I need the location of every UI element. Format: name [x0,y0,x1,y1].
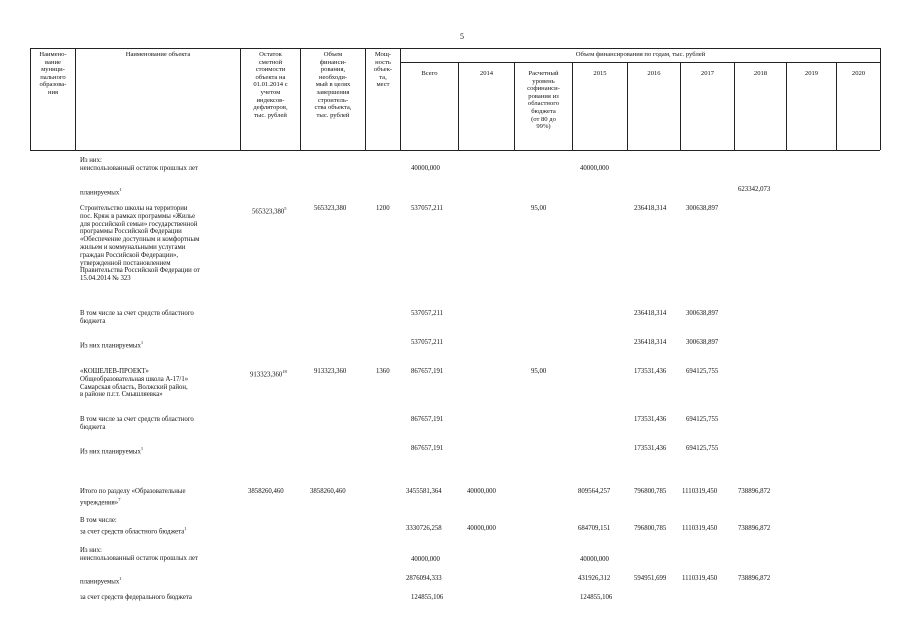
cell-2017: 1110319,450 [682,488,718,495]
cell-2017: 694125,755 [686,445,719,452]
cell-total: 124855,106 [411,594,444,601]
page-number: 5 [460,32,464,41]
header-volume: Объем финанси- рования, необходи- мый в целях завершения строитель- ства объекта, тыс. рублей [314,51,352,119]
cell-2015: 40000,000 [580,556,609,563]
cell-2018: 738896,872 [738,525,771,532]
row-name: В том числе за счет средств областного бюджета [80,310,194,325]
cell-total: 537057,211 [411,310,444,317]
cell-remainder: 565323,380$^5$ [252,206,287,216]
cell-remainder: 913323,360$^{18}$ [250,369,287,379]
cell-2017: 300638,897 [686,339,719,346]
row-name: Итого по разделу «Образовательные учреждения»$^7$ [80,488,186,507]
cell-2016: 173531,436 [634,416,667,423]
cell-total: 537057,211 [411,205,444,212]
cell-2018: 738896,872 [738,575,771,582]
cell-total: 867657,191 [411,368,444,375]
cell-2017: 694125,755 [686,416,719,423]
header-rate: Расчетный уровень софинанси- рования из областного бюджета (от 80 до 99%) [527,70,560,131]
cell-total: 2876094,333 [406,575,442,582]
row-name: Из них: неиспользованный остаток прошлых лет [80,157,198,172]
cell-rate: 95,00 [531,205,547,212]
cell-2016: 236418,314 [634,339,667,346]
header-2015: 2015 [593,70,607,77]
cell-total: 3455581,364 [406,488,442,495]
cell-capacity: 1360 [376,368,390,375]
row-name: Из них планируемых$^1$ [80,340,144,350]
header-municipality: Наимено- вание муници- пального образова- ния [39,51,67,96]
header-capacity: Мощ- ность объек- та, мест [373,51,393,89]
cell-2015: 40000,000 [580,165,609,172]
cell-total: 3330726,258 [406,525,442,532]
row-name: В том числе за счет средств областного бюджета [80,416,194,431]
cell-2018: 623342,073 [738,186,771,193]
cell-2016: 173531,436 [634,445,667,452]
cell-2015: 124855,106 [580,594,613,601]
cell-2017: 1110319,450 [682,525,718,532]
header-financing-divider [400,62,880,63]
cell-2017: 1110319,450 [682,575,718,582]
header-total: Всего [421,70,438,77]
cell-volume: 913323,360 [314,368,347,375]
cell-capacity: 1200 [376,205,390,212]
header-top-border [30,48,880,49]
cell-2016: 796800,785 [634,488,667,495]
cell-2016: 236418,314 [634,205,667,212]
cell-2017: 694125,755 [686,368,719,375]
cell-2015: 809564,257 [578,488,611,495]
header-2017: 2017 [700,70,715,77]
header-2018: 2018 [753,70,768,77]
cell-2015: 684709,151 [578,525,611,532]
cell-2016: 173531,436 [634,368,667,375]
header-2020: 2020 [851,70,866,77]
col-line [880,48,881,150]
cell-total: 40000,000 [411,165,440,172]
row-name: Из них планируемых$^1$ [80,446,144,456]
row-name: В том числе: за счет средств областного бюджета$^1$ [80,517,187,536]
col-line [75,48,76,150]
header-2014: 2014 [479,70,494,77]
cell-total: 537057,211 [411,339,444,346]
cell-total: 40000,000 [411,556,440,563]
header-remainder: Остаток сметной стоимости объекта на 01.01.2014 с учетом индексов- дефляторов, тыс. рублей [253,51,288,119]
row-name: планируемых$^1$ [80,576,122,586]
header-bottom-border [30,150,880,151]
row-name: планируемых$^1$ [80,187,122,197]
cell-2016: 796800,785 [634,525,667,532]
cell-2016: 594951,699 [634,575,667,582]
header-2019: 2019 [804,70,819,77]
cell-total: 867657,191 [411,416,444,423]
cell-2017: 300638,897 [686,310,719,317]
cell-2014: 40000,000 [467,488,496,495]
cell-rate: 95,00 [531,368,547,375]
row-name: Из них: неиспользованный остаток прошлых лет [80,547,198,562]
cell-remainder: 3858260,460 [248,488,284,495]
row-name: Строительство школы на территории пос. Кряж в рамках программы «Жилье для российской семьи» государственной программы Российской Федерации «Обеспечение доступным и комфортным жильем и коммунальными услугами граждан Российской Федерации», утвержденной постановлением Правительства Российской Федерации от 15.04.2014 № 323 [80,205,200,283]
cell-2017: 300638,897 [686,205,719,212]
cell-volume: 565323,380 [314,205,347,212]
cell-2018: 738896,872 [738,488,771,495]
row-name: «КОШЕЛЕВ-ПРОЕКТ» Общеобразовательная школа А-17/1» Самарская область, Волжский район, в районе п.г.т. Смышляевка» [80,368,189,399]
header-financing: Объем финансирования по годам, тыс. рублей [575,51,706,58]
header-2016: 2016 [647,70,661,77]
table-header [30,48,880,150]
cell-total: 867657,191 [411,445,444,452]
row-name: за счет средств федерального бюджета [80,594,192,601]
cell-2015: 431926,312 [578,575,611,582]
cell-2016: 236418,314 [634,310,667,317]
header-object-name: Наименование объекта [125,51,191,58]
cell-volume: 3858260,460 [310,488,346,495]
col-line [400,48,401,150]
cell-2014: 40000,000 [467,525,496,532]
